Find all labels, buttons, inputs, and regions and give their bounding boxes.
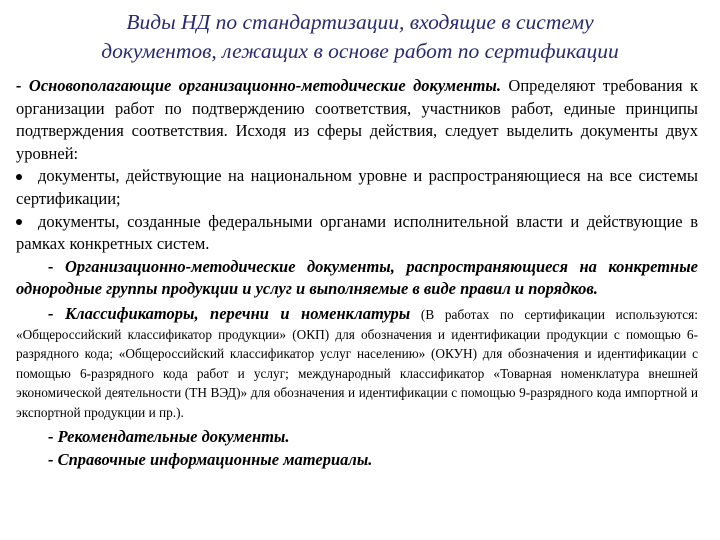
paragraph-reference-materials: - Справочные информационные материалы. bbox=[48, 449, 373, 469]
paragraph-recommended-documents: - Рекомендательные документы. bbox=[48, 426, 290, 446]
paragraph-classifiers bbox=[16, 304, 698, 423]
bullet-text-national: документы, действующие на национальном уровне и распространяющиеся на все системы сертификации; bbox=[16, 166, 698, 208]
heading-classifiers: - Классификаторы, перечни и номенклатуры bbox=[48, 303, 411, 323]
title-line-2: документов, лежащих в основе работ по сертификации bbox=[101, 39, 619, 63]
paragraph-org-method-documents: - Организационно-методические документы, распространяющиеся на конкретные однородные группы продукции и услуг и выполняемые в виде правил и порядков. bbox=[16, 256, 698, 299]
bullet-text-federal: документы, созданные федеральными органами исполнительной власти и действующие в рамках конкретных систем. bbox=[16, 211, 698, 254]
slide-body bbox=[16, 75, 698, 471]
bullet-dot-icon bbox=[16, 174, 22, 180]
bullet-item-national bbox=[16, 165, 698, 210]
heading-basic-documents: - Основополагающие организационно-методические документы. bbox=[16, 76, 501, 95]
tail-items bbox=[16, 425, 698, 471]
title-line-1: Виды НД по стандартизации, входящие в систему bbox=[126, 10, 594, 34]
bullet-item-federal bbox=[16, 211, 698, 256]
slide-title bbox=[0, 8, 720, 66]
text-classifiers: (В работах по сертификации используются: «Общероссийский классификатор продукции» (ОКП) для обозначения и идентификации продукции с помощью 6-разрядного кода; «Общероссийский классификатор услуг населению» (ОКУН) для обозначения и идентификации с помощью 6-разрядного кода работ и услуг; международный классификатор «Товарная номенклатура внешней экономической деятельности (ТН ВЭД)» для обозначения и идентификации с помощью 9-разрядного кода импортной и экспортной продукции и пр.). bbox=[16, 306, 698, 420]
paragraph-basic-documents bbox=[16, 75, 698, 165]
bullet-dot-icon bbox=[16, 219, 22, 225]
text-basic-documents: Определяют требования к организации работ по подтверждению соответствия, участников работ, единые принципы подтверждения соответствия. Исходя из сферы действия, следует выделить документы двух уровней: bbox=[16, 76, 698, 163]
